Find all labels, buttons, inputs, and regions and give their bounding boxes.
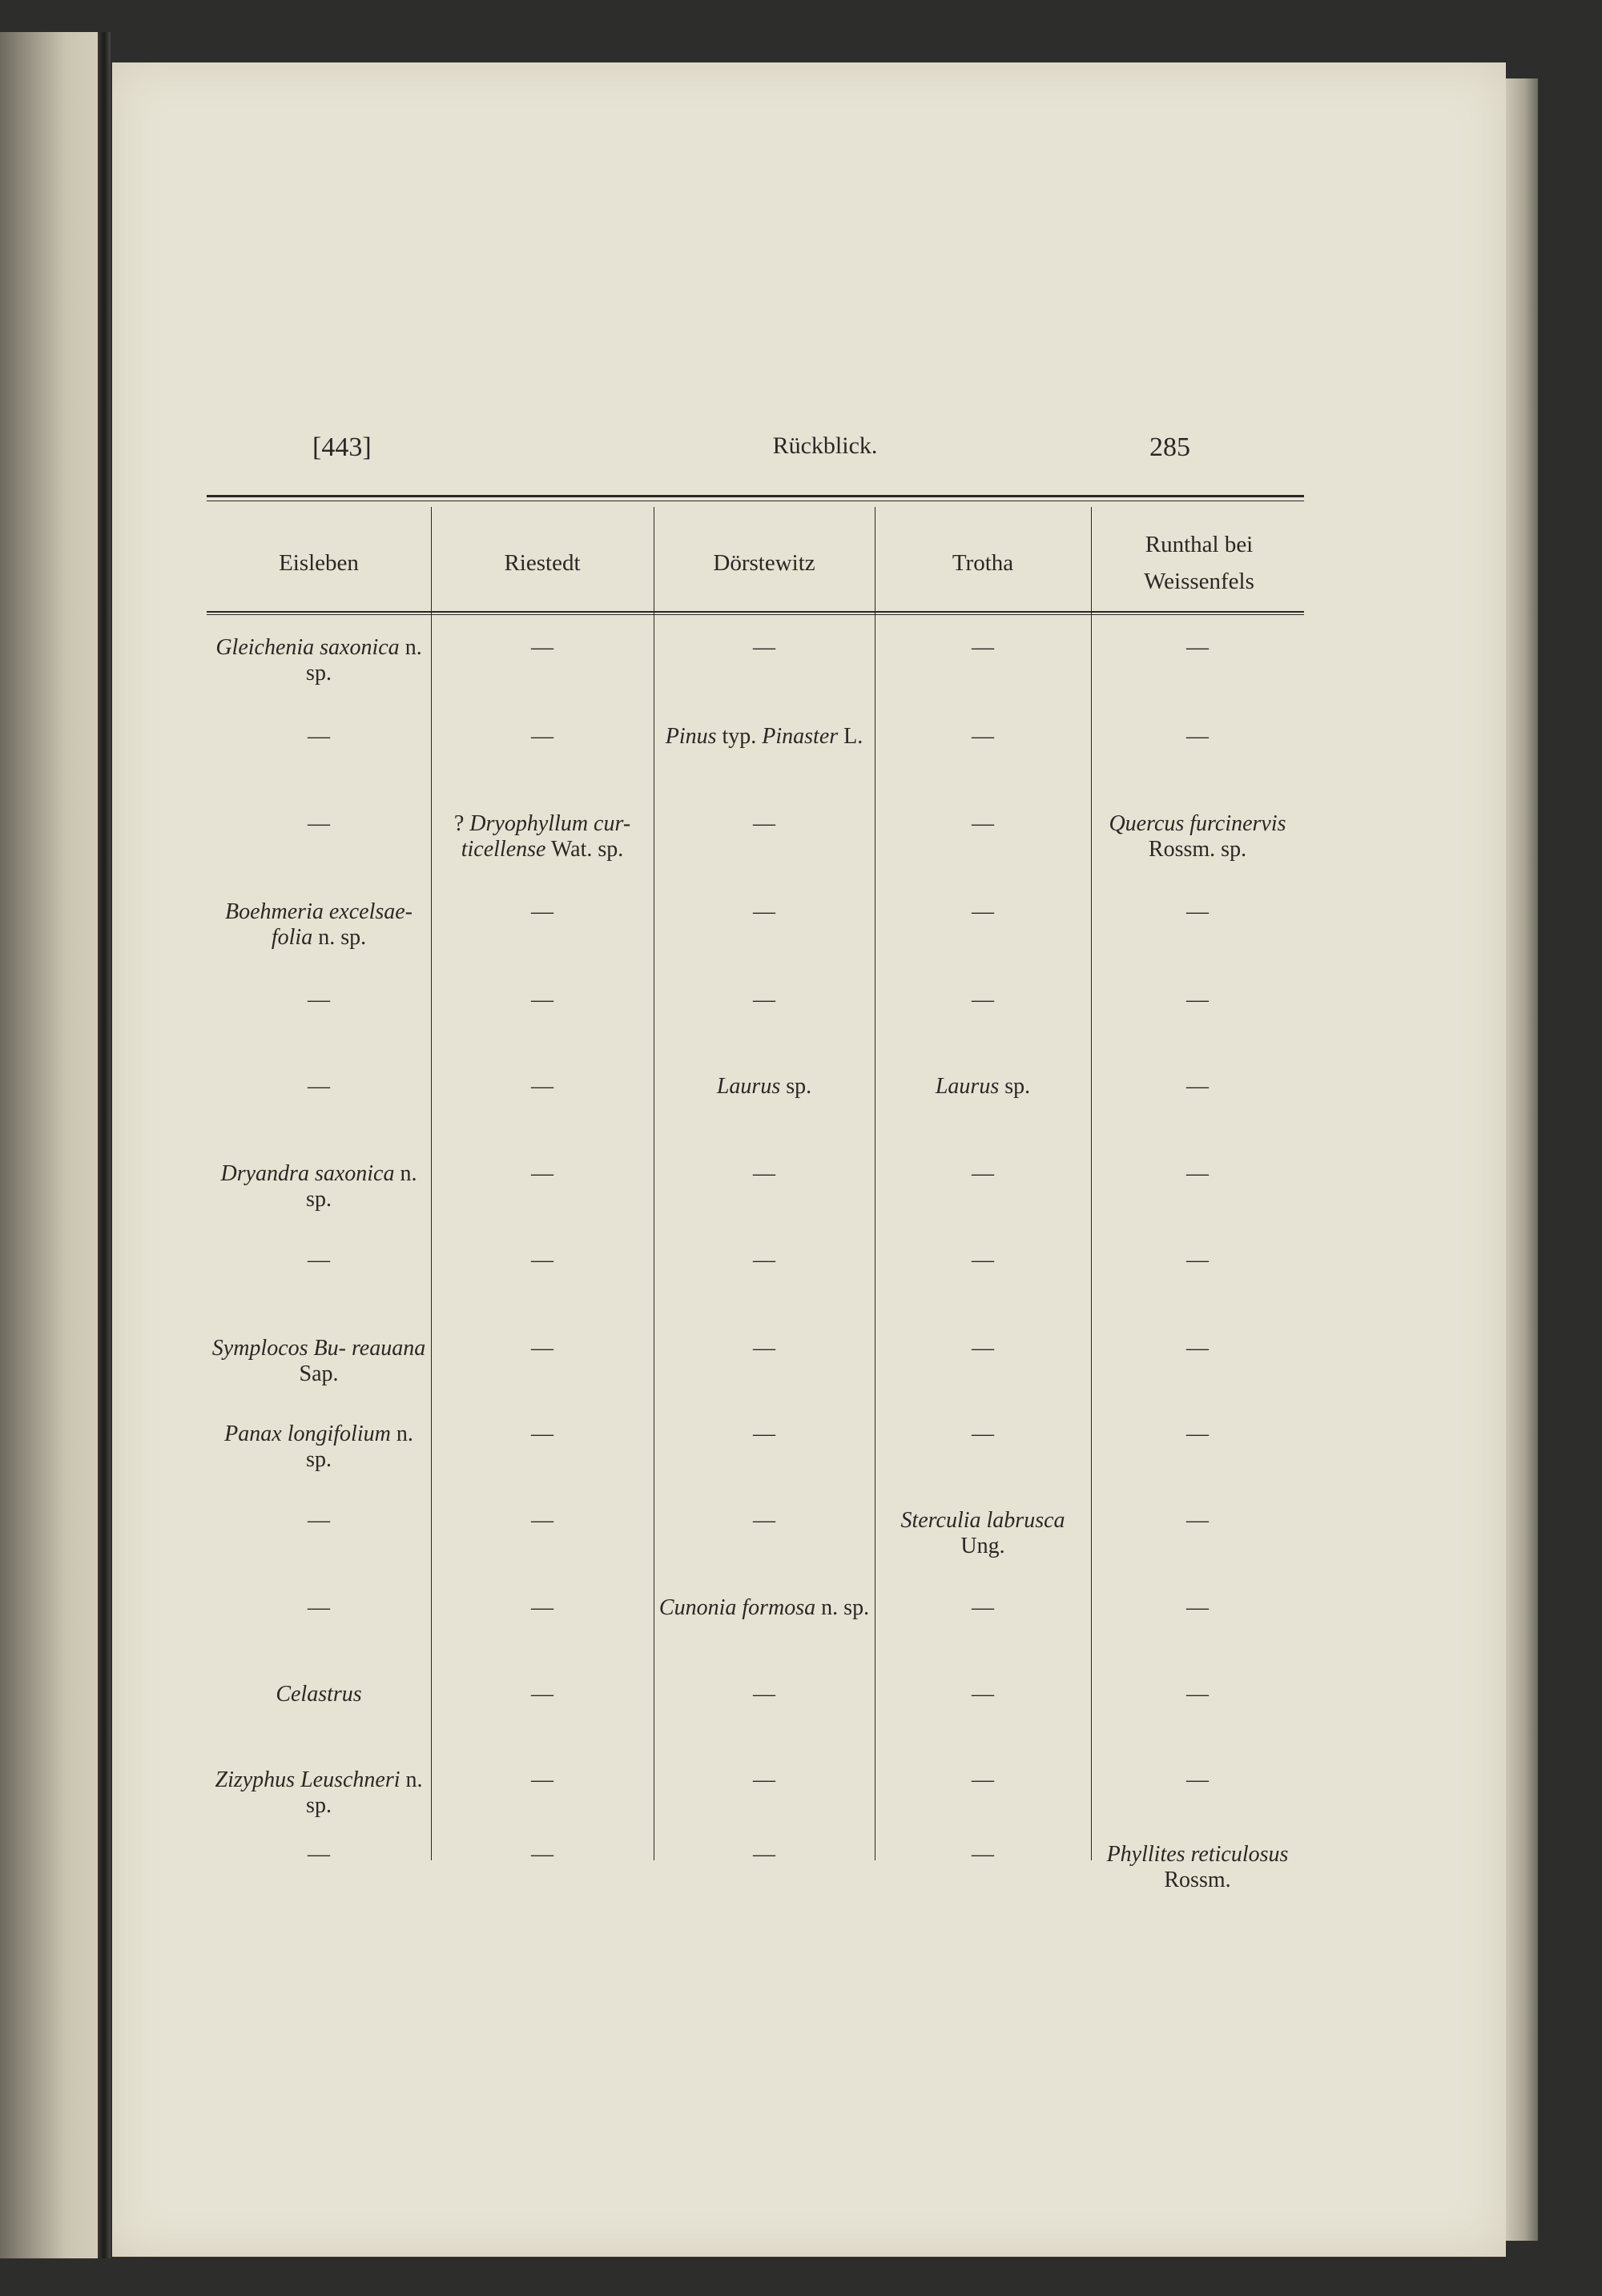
taxon-author: Ung.: [960, 1534, 1005, 1558]
table-cell-empty: [879, 1421, 1086, 1447]
dash-mark: —: [1186, 1074, 1209, 1099]
dash-mark: —: [531, 1336, 553, 1361]
table-cell-empty: [658, 1682, 870, 1707]
table-cell-species: [211, 1421, 426, 1473]
taxon-name: Boehmeria excelsae- folia: [225, 899, 413, 950]
table-cell-empty: [1096, 987, 1299, 1013]
table-cell-empty: [879, 1842, 1086, 1868]
table-cell-empty: [211, 1842, 426, 1868]
table-cell-empty: [1096, 1421, 1299, 1447]
table-cell-empty: [211, 1248, 426, 1273]
taxon-author: typ.: [722, 724, 757, 749]
dash-mark: —: [753, 1767, 775, 1792]
facing-page-edge: [0, 32, 108, 2258]
table-cell-empty: [879, 1161, 1086, 1187]
running-header: [112, 432, 1506, 472]
dash-mark: —: [972, 987, 994, 1012]
table-cell-empty: [436, 724, 649, 750]
table-cell-empty: [879, 811, 1086, 837]
dash-mark: —: [531, 1074, 553, 1099]
table-cell-species: [211, 1161, 426, 1212]
table-cell-empty: [1096, 1248, 1299, 1273]
table-cell-empty: [658, 635, 870, 661]
table-cell-empty: [436, 1074, 649, 1100]
taxon-name: Symplocos Bu- reauana: [211, 1336, 426, 1361]
table-cell-empty: [658, 1336, 870, 1361]
table-cell-empty: [436, 1161, 649, 1187]
dash-mark: —: [531, 987, 553, 1012]
dash-mark: —: [531, 1842, 553, 1867]
table-cell-empty: [436, 987, 649, 1013]
table-cell-species: [1096, 1842, 1299, 1893]
dash-mark: —: [1186, 1421, 1209, 1446]
column-divider: [1091, 507, 1092, 1860]
dash-mark: —: [972, 724, 994, 749]
table-cell-empty: [879, 1336, 1086, 1361]
table-cell-empty: [879, 987, 1086, 1013]
table-cell-empty: [879, 1682, 1086, 1707]
dash-mark: —: [308, 724, 330, 749]
dash-mark: —: [1186, 1508, 1209, 1533]
dash-mark: —: [1186, 1161, 1209, 1186]
table-cell-empty: [658, 1767, 870, 1793]
table-cell-species: [211, 899, 426, 951]
taxon-name: Laurus: [716, 1074, 781, 1099]
column-header: Riestedt: [504, 550, 581, 576]
taxon-name: Phyllites reticulosus: [1106, 1842, 1289, 1867]
table-cell-species: [211, 1682, 426, 1707]
dash-mark: —: [531, 1421, 553, 1446]
dash-mark: —: [531, 724, 553, 749]
table-cell-empty: [211, 811, 426, 837]
dash-mark: —: [308, 987, 330, 1012]
dash-mark: —: [972, 1595, 994, 1620]
dash-mark: —: [1186, 1595, 1209, 1620]
table-cell-empty: [658, 1842, 870, 1868]
table-cell-empty: [211, 724, 426, 750]
table-cell-empty: [211, 1595, 426, 1621]
table-cell-empty: [1096, 1767, 1299, 1793]
dash-mark: —: [972, 1248, 994, 1273]
taxon-author: n. sp.: [306, 1161, 417, 1212]
dash-mark: —: [1186, 987, 1209, 1012]
dash-mark: —: [972, 1682, 994, 1707]
dash-mark: —: [753, 1336, 775, 1361]
dash-mark: —: [972, 1161, 994, 1186]
dash-mark: —: [972, 1767, 994, 1792]
table-cell-empty: [1096, 1508, 1299, 1534]
taxon-author: Sap.: [299, 1361, 339, 1386]
table-cell-empty: [658, 1161, 870, 1187]
table-cell-empty: [436, 899, 649, 925]
dash-mark: —: [753, 1421, 775, 1446]
dash-mark: —: [531, 1508, 553, 1533]
table-cell-empty: [211, 1074, 426, 1100]
book-spine: [98, 32, 111, 2258]
taxon-name: Panax longifolium: [224, 1421, 391, 1446]
dash-mark: —: [531, 635, 553, 660]
table-cell-empty: [879, 724, 1086, 750]
table-cell-empty: [1096, 635, 1299, 661]
dash-mark: —: [531, 1161, 553, 1186]
dash-mark: —: [308, 1248, 330, 1273]
dash-mark: —: [753, 1161, 775, 1186]
column-header: Runthal bei Weissenfels: [1144, 532, 1254, 594]
table-cell-species: [879, 1074, 1086, 1100]
table-cell-empty: [658, 899, 870, 925]
dash-mark: —: [1186, 635, 1209, 660]
table-cell-species: [1096, 811, 1299, 863]
dash-mark: —: [308, 1842, 330, 1867]
dash-mark: —: [531, 1248, 553, 1273]
dash-mark: —: [972, 811, 994, 836]
bracket-page-number: [443]: [312, 432, 372, 462]
column-header: Dörstewitz: [713, 550, 815, 576]
taxon-name: Sterculia labrusca: [900, 1508, 1065, 1533]
taxon-name: Laurus: [935, 1074, 1000, 1099]
taxon-name: Dryophyllum cur- ticellense: [461, 811, 631, 862]
dash-mark: —: [531, 899, 553, 924]
column-header: Eisleben: [279, 550, 359, 576]
table-cell-empty: [1096, 1595, 1299, 1621]
dash-mark: —: [753, 1248, 775, 1273]
taxon-name: Gleichenia saxonica: [215, 635, 400, 660]
taxon-author: Rossm. sp.: [1148, 837, 1247, 862]
page-number: 285: [1149, 432, 1190, 462]
table-cell-empty: [211, 1508, 426, 1534]
table-cell-empty: [211, 987, 426, 1013]
dash-mark: —: [308, 1074, 330, 1099]
taxon-name: Celastrus: [276, 1682, 362, 1707]
table-cell-empty: [1096, 1682, 1299, 1707]
dash-mark: —: [753, 987, 775, 1012]
table-cell-empty: [879, 1595, 1086, 1621]
dash-mark: —: [753, 811, 775, 836]
page-stack-edge: [1504, 78, 1538, 2241]
taxon-author: n. sp.: [306, 1767, 423, 1818]
running-title: Rückblick.: [772, 432, 878, 459]
dash-mark: —: [972, 1421, 994, 1446]
table-cell-empty: [658, 1508, 870, 1534]
dash-mark: —: [753, 1508, 775, 1533]
table-cell-empty: [658, 987, 870, 1013]
dash-mark: —: [308, 1595, 330, 1620]
table-cell-species: [658, 1074, 870, 1100]
taxon-name: Pinaster: [762, 724, 839, 749]
dash-mark: —: [531, 1682, 553, 1707]
dash-mark: —: [972, 1842, 994, 1867]
taxon-name: Dryandra saxonica: [220, 1161, 395, 1186]
taxon-author: L.: [843, 724, 863, 749]
taxon-name: Quercus furcinervis: [1109, 811, 1286, 836]
table-cell-species: [211, 1767, 426, 1819]
header-rule: [207, 611, 1304, 615]
table-cell-empty: [879, 635, 1086, 661]
taxon-author: n. sp.: [821, 1595, 870, 1620]
table-cell-empty: [658, 1421, 870, 1447]
dash-mark: —: [1186, 1336, 1209, 1361]
dash-mark: —: [972, 635, 994, 660]
taxon-name: Zizyphus Leuschneri: [215, 1767, 400, 1792]
dash-mark: —: [972, 899, 994, 924]
book-page: [112, 62, 1506, 2257]
table-cell-empty: [1096, 724, 1299, 750]
dash-mark: —: [1186, 899, 1209, 924]
table-cell-empty: [436, 1421, 649, 1447]
taxon-author: ?: [453, 811, 465, 836]
table-cell-species: [658, 724, 870, 750]
taxon-author: sp.: [1004, 1074, 1031, 1099]
table-cell-empty: [1096, 1336, 1299, 1361]
taxon-author: Rossm.: [1164, 1868, 1231, 1892]
top-double-rule: [207, 495, 1304, 501]
table-cell-species: [211, 1336, 426, 1387]
table-cell-empty: [658, 811, 870, 837]
dash-mark: —: [1186, 724, 1209, 749]
table-cell-species: [436, 811, 649, 863]
table-cell-empty: [436, 1336, 649, 1361]
table-cell-empty: [1096, 1074, 1299, 1100]
dash-mark: —: [753, 635, 775, 660]
table-cell-species: [211, 635, 426, 686]
table-cell-empty: [436, 1682, 649, 1707]
taxon-name: Cunonia formosa: [658, 1595, 816, 1620]
taxon-author: sp.: [786, 1074, 812, 1099]
table-cell-empty: [658, 1248, 870, 1273]
table-cell-species: [658, 1595, 870, 1621]
table-cell-empty: [436, 1842, 649, 1868]
table-cell-species: [879, 1508, 1086, 1559]
dash-mark: —: [972, 1336, 994, 1361]
table-cell-empty: [436, 635, 649, 661]
dash-mark: —: [1186, 1682, 1209, 1707]
table-cell-empty: [879, 1248, 1086, 1273]
table-cell-empty: [436, 1595, 649, 1621]
column-divider: [431, 507, 432, 1860]
dash-mark: —: [1186, 1767, 1209, 1792]
dash-mark: —: [308, 1508, 330, 1533]
dash-mark: —: [531, 1767, 553, 1792]
dash-mark: —: [531, 1595, 553, 1620]
table-cell-empty: [1096, 1161, 1299, 1187]
taxon-author: n. sp.: [318, 925, 367, 950]
dash-mark: —: [753, 1682, 775, 1707]
table-cell-empty: [436, 1248, 649, 1273]
table-cell-empty: [436, 1767, 649, 1793]
taxon-author: n. sp.: [306, 635, 422, 686]
column-header: Trotha: [952, 550, 1014, 576]
dash-mark: —: [1186, 1248, 1209, 1273]
dash-mark: —: [753, 899, 775, 924]
table-cell-empty: [879, 1767, 1086, 1793]
table-cell-empty: [1096, 899, 1299, 925]
table-cell-empty: [879, 899, 1086, 925]
taxon-author: Wat. sp.: [550, 837, 624, 862]
table-cell-empty: [436, 1508, 649, 1534]
taxon-name: Pinus: [665, 724, 717, 749]
taxon-author: n. sp.: [306, 1421, 413, 1472]
dash-mark: —: [753, 1842, 775, 1867]
dash-mark: —: [308, 811, 330, 836]
